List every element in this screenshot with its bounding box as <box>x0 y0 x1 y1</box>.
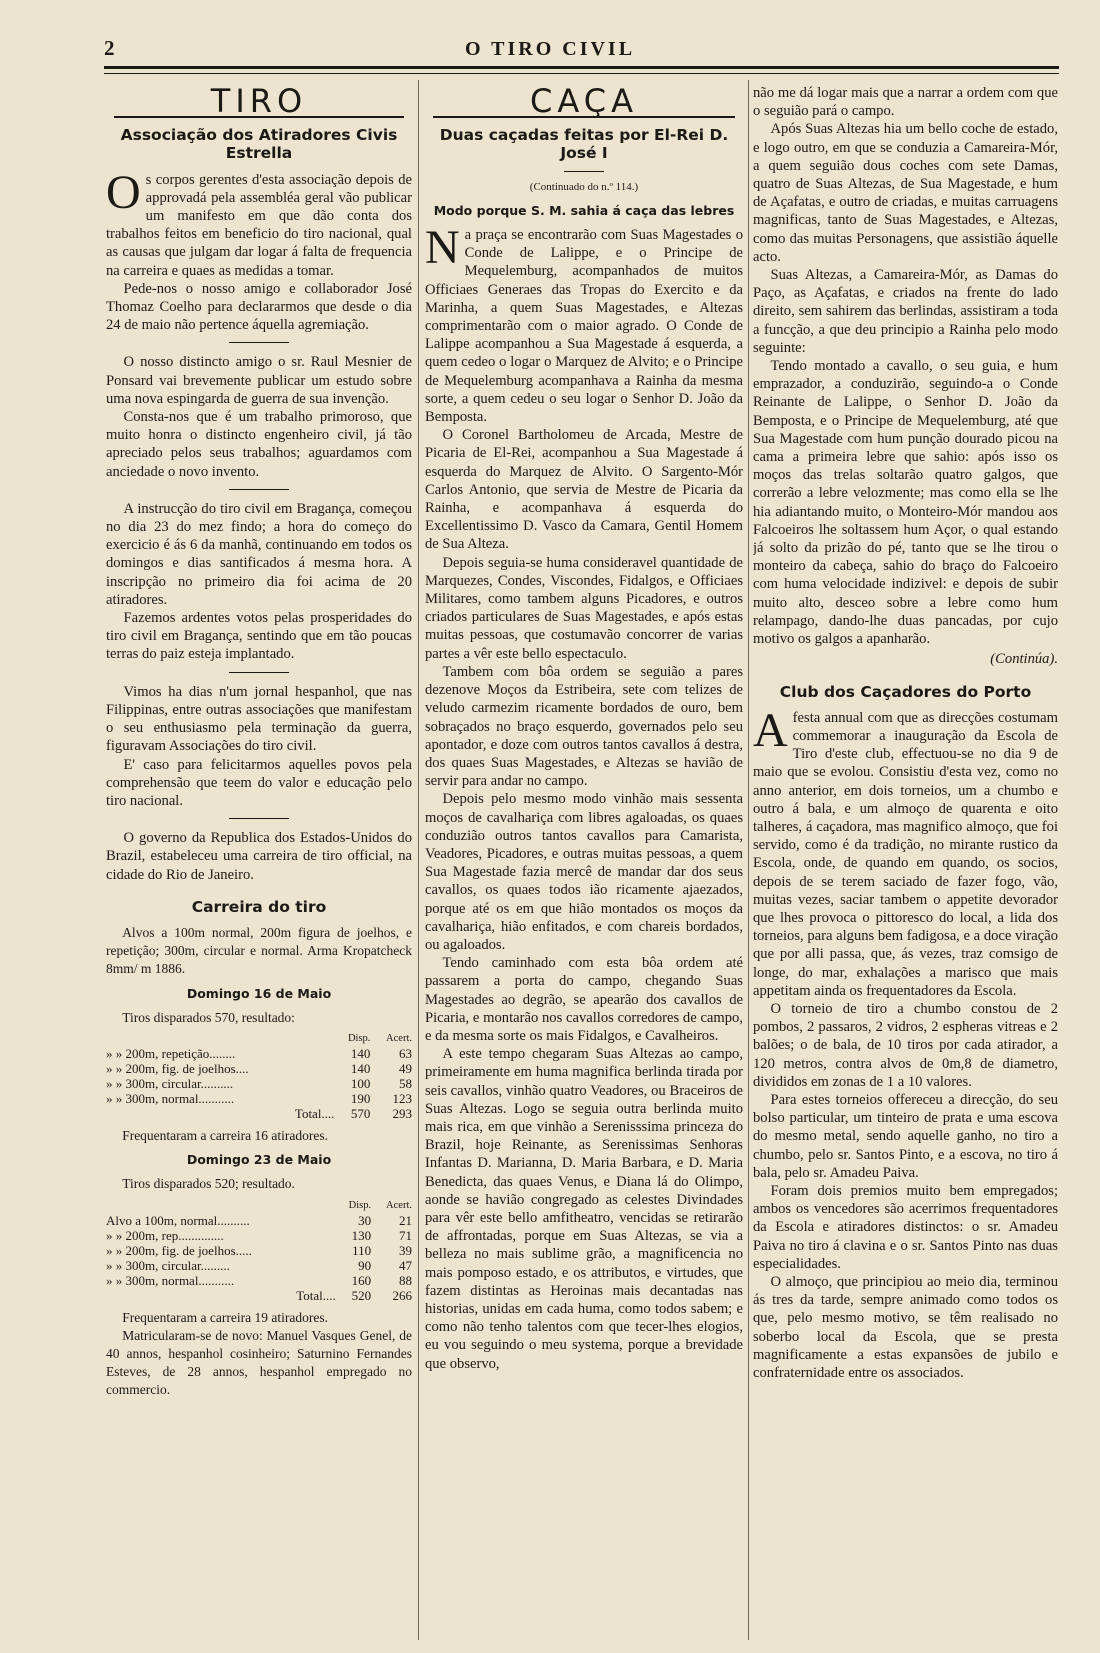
news-paragraph: O governo da Republica dos Estados-Unidos do Brazil, estabeleceu uma carreira de tiro official, na cidade do Rio de Janeiro. <box>106 830 412 883</box>
carreira-intro: Alvos a 100m normal, 200m figura de joelhos, e repetição; 300m, circular e normal. Arma Kropatcheck 8mm/ m 1886. <box>106 924 412 977</box>
separator-rule <box>229 818 289 819</box>
club-paragraph: Afesta annual com que as direcções costumam commemorar a inauguração da Escola de Tiro d'este club, effectuou-se no dia 9 de maio que se evolou. Consistiu d'esta vez, como no anno anterior, em dois torneios, um a chumbo e outro á bala, e um almoço de quarenta e oito talheres, á caçadora, mas magnifico almoço, que foi servido, como é da tradição, no mirante rustico da Escola, onde, de quando em quando, os socios, depois de se terem saciado de fazer fogo, vão, muitas vezes, saciar tambem o appetite devorador que lhes provoca o pittoresco do local, a lida dos torneios, para alguns bem fadigosa, e a doce viração que por alli passa, que, ás vezes, traz comsigo de longe, do mar, exhalações a marisco que mais appetitam ainda os frequentadores da Escola. <box>753 703 1058 999</box>
news-paragraph: Fazemos ardentes votos pelas prosperidades do tiro civil em Bragança, sentindo que em tão poucas terras do paiz esteja implantado. <box>106 610 412 663</box>
column-tiro <box>106 84 412 1400</box>
continua-note: (Continúa). <box>990 651 1058 668</box>
results-table: Disp. Acert. Alvo a 100m, normal.......... 30 21 » » 200m, rep.............. 130 71 » » 200m, fig. de joelhos..... 110 39 » » 300m, circular......... 90 47 » » 300m, normal........... 160 88 Total.... 520 266 <box>106 1199 412 1303</box>
table-total-row: Total.... 520 266 <box>296 1287 412 1303</box>
session-title: Domingo 16 de Maio <box>186 985 332 1001</box>
drop-cap: N <box>425 221 460 275</box>
column-divider <box>418 80 419 1640</box>
article-title-association: Associação dos Atiradores Civis Estrella <box>120 126 398 163</box>
article-paragraph: Tambem com bôa ordem se seguião a pares dezenove Moços da Estribeira, sete com telizes de veludo carmezim ricamente bordados de ouro, bem sobraçados no braço esquerdo, governados pelo seu apontador, e doze com outros tantos cavallos á destra, dos quaes Suas Magestades, e Altezas se havião de servir para andar no campo. <box>425 663 743 790</box>
column-continuation <box>753 84 1058 1382</box>
article-paragraph: Depois pelo mesmo modo vinhão mais sessenta moços de cavalhariça com libres agaloadas, os quaes conduzião outros tantos cavallos para Camarista, Veadores, Picadores, e outras muitas pessoas, a quem Sua Magestade fazia mercê de mandar dar dos seus cavallos, os quaes todos ião ricamente ajaezados, porque até os em que hião montados os moços da cavalhariça, hião enfitados, e com chareis bordados, ou agaloados. <box>425 791 743 953</box>
news-paragraph: Consta-nos que é um trabalho primoroso, que muito honra o distincto engenheiro civil, já tão apreciado pelos seus trabalhos; aguardamos com anciedade o novo invento. <box>106 409 412 480</box>
section-title-caca: CAÇA <box>530 84 638 120</box>
drop-cap: O <box>106 165 141 219</box>
header-rule-thin <box>104 73 1059 74</box>
article-paragraph: A este tempo chegaram Suas Altezas ao campo, primeiramente em huma magnifica berlinda tirada por seis cavallos, vinhão quatro Veadores, ou Braceiros de Suas Altezas. Logo se seguia outra berlinda muito mais rica, em que vinhão a Serenisssima princeza do Brazil, hoje Reinante, as Serenissimas Senhoras Infantas D. Marianna, D. Maria Barbara, e D. Maria Benedicta, das quaes Venus, e Diana lá do Olimpo, aonde se havião congregado as celestes Divindades para vêr este bello amfitheatro, vencidas se retirarão de affrontadas, porque em Suas Altezas, se via a belleza no mais sublime grão, a magnificencia no mais pomposo estado, e os attributos, e virtudes, que fazem distintas as Heroinas mais decantadas nas historias, unidas em cada huma, como todos sabem; e como não tenho talentos com que tecer-lhes elogios, eu vou seguindo o meu systema, porque a brevidade que observo, <box>425 1046 743 1372</box>
session-title: Domingo 23 de Maio <box>186 1152 332 1168</box>
continued-note: (Continuado do n.º 114.) <box>529 180 639 193</box>
table-row: » » 200m, fig. de joelhos.... 140 49 <box>106 1060 412 1076</box>
session-shots: Tiros disparados 520; resultado. <box>122 1176 295 1192</box>
club-paragraph: Para estes torneios offereceu a direcção, do seu bolso particular, um tinteiro de prata e uma escova do mesmo metal, sendo aquelle ganho, no tiro a chumbo, pelo sr. Santos Pinto, e a escova, no tiro á bala, pelo sr. Amadeu Paiva. <box>753 1091 1058 1181</box>
news-paragraph: Vimos ha dias n'um jornal hespanhol, que nas Filippinas, entre outras associações que manifestam o seu enthusiasmo pela terminação da guerra, figuravam Associações do tiro civil. <box>106 683 412 755</box>
separator-rule <box>229 672 289 673</box>
session-shots: Tiros disparados 570, resultado: <box>122 1009 295 1025</box>
table-row: » » 300m, normal........... 160 88 <box>106 1272 412 1288</box>
drop-cap: A <box>753 703 788 757</box>
column-divider <box>748 80 749 1640</box>
table-row: » » 200m, rep.............. 130 71 <box>106 1227 412 1243</box>
separator-rule <box>229 489 289 490</box>
continuation-paragraph: Suas Altezas, a Camareira-Mór, as Damas do Paço, as Açafatas, e criados na frente do lado direito, sem sahirem das berlindas, assistiram a toda a funcção, a que deu principio a Rainha pelo modo seguinte: <box>753 267 1058 356</box>
table-row: » » 300m, normal........... 190 123 <box>106 1090 412 1106</box>
separator-rule <box>564 171 604 172</box>
association-paragraph: Pede-nos o nosso amigo e collaborador José Thomaz Coelho para declararmos que desde o dia 24 de maio não pertence áquella agremiação. <box>106 280 412 334</box>
header-rule-thick <box>104 66 1059 69</box>
enrolled-note: Matricularam-se de novo: Manuel Vasques Genel, de 40 annos, hespanhol cosinheiro; Saturnino Fernandes Esteves, de 28 annos, hespanhol empregado no commercio. <box>106 1327 412 1398</box>
news-paragraph: E' caso para felicitarmos aquelles povos pela comprehensão que teem do valor e educação pelo tiro nacional. <box>106 756 412 809</box>
article-paragraph: Depois seguia-se huma consideravel quantidade de Marquezes, Condes, Viscondes, Fidalgos, e Officiaes Militares, como tambem alguns Picadores, e outros criados particulares de Suas Magestades, e após estas muitas pessoas, que costumavão concorrer de varias partes a vêr este bello espectaculo. <box>425 554 743 662</box>
club-paragraph: O torneio de tiro a chumbo constou de 2 pombos, 2 passaros, 2 vidros, 2 espheras vitreas e 2 balões; o de bala, de 10 tiros por cada atirador, a 120 metros, contra alvos de 0m,8 de diametro, divididos em zonas de 1 a 10 valores. <box>753 1000 1058 1090</box>
article-title-cacadas: Duas caçadas feitas por El-Rei D. José I <box>439 126 729 163</box>
table-total-row: Total.... 570 293 <box>294 1105 412 1121</box>
news-paragraph: A instrucção do tiro civil em Bragança, começou no dia 23 do mez findo; a hora do começo do exercicio é ás 6 da manhã, continuando em todos os domingos e dias santificados á mesma hora. A inscripção no primeiro dia foi acima de 20 atiradores. <box>106 500 412 608</box>
table-row: » » 300m, circular.......... 100 58 <box>106 1075 412 1091</box>
club-paragraph: O almoço, que principiou ao meio dia, terminou ás tres da tarde, sempre animado como todos os que, pelo mesmo motivo, se têm realisado no soberbo local da Escola, que se presta magnificamente a estas expansões de jubilo e confraternidade entre os associados. <box>753 1274 1058 1382</box>
table-row: » » 200m, repetição........ 140 63 <box>106 1045 412 1061</box>
page-number: 2 <box>104 36 115 60</box>
continuation-paragraph: Tendo montado a cavallo, o seu guia, e hum emprazador, a conduzirão, seguindo-a o Conde Reinante de Lalippe, o Senhor D. João da Bemposta, e o Principe de Mequelemburg, até que Sua Magestade com hum punção dourado picou na cama a primeira lebre que sahio: após isso os moços das trelas soltarão quatro galgos, que correrão a lebre velozmente; mas como ella se lhe hia adiantando muito, o Monteiro-Mór mandou aos Falcoeiros lhe soltassem hum Açor, o qual estando já solto da prizão do pé, tanto que se lhe tirou o monteiro da cabeça, sahio do braço do Falcoeiro com huma velocidade indizivel: e depois de subir muito alto, desceo sobre a lebre como hum relampago, dando-lhe duas pancadas, por cujo motivo os galgos a apanharão. <box>753 358 1058 648</box>
table-row: » » 200m, fig. de joelhos..... 110 39 <box>106 1242 412 1258</box>
table-row: Alvo a 100m, normal.......... 30 21 <box>106 1212 412 1228</box>
column-caca <box>425 84 743 1373</box>
article-title-club: Club dos Caçadores do Porto <box>779 682 1032 701</box>
article-subtitle: Modo porque S. M. sahia á caça das lebres <box>433 202 735 218</box>
running-title: O TIRO CIVIL <box>464 38 636 60</box>
article-paragraph: O Coronel Bartholomeu de Arcada, Mestre de Picaria de El-Rei, acompanhou a Sua Magestade á esquerda do Marquez de Alvito. O Sargento-Mór Carlos Antonio, que servia de Mestre de Picaria da Rainha, e acompanhava á esquerda do Excellentissimo D. Vasco da Camara, Gentil Homem de Sua Alteza. <box>425 427 743 553</box>
continuation-paragraph: Após Suas Altezas hia um bello coche de estado, e logo outro, em que se conduzia a Camareira-Mór, a quem seguião dous coches com sete Damas, quatro de Suas Altezas, de Sua Magestade, e hum de Açafatas, e outro de criadas, e muitas carruagens magnificas, tanto de Suas Magestades, e Altezas, como das muitas Personagens, que assistião áquelle acto. <box>753 121 1058 265</box>
club-paragraph: Foram dois premios muito bem empregados; ambos os vencedores são acerrimos frequentadores da Escola e atiradores distinctos: o sr. Amadeu Paiva no tiro á clavina e o sr. Santos Pinto nas duas especialidades. <box>753 1182 1058 1272</box>
separator-rule <box>229 342 289 343</box>
article-title-carreira: Carreira do tiro <box>191 897 327 916</box>
article-paragraph: Tendo caminhado com esta bôa ordem até passarem a porta do campo, chegando Suas Magestades ao degrão, se apearão dos cavallos de Picaria, e montarão nos cavallos corredores de campo, e da mesma sorte os mais Fidalgos, e Cavalheiros. <box>425 955 743 1044</box>
results-table: Disp. Acert. » » 200m, repetição........ 140 63 » » 200m, fig. de joelhos.... 140 49 » » 300m, circular.......... 100 58 » » 300m, normal........... 190 123 Total.... 570 293 <box>106 1032 412 1121</box>
association-paragraph: Os corpos gerentes d'esta associação depois de approvadá pela assembléa geral vão publicar um manifesto em que dão conta dos trabalhos feitos em beneficio do tiro nacional, qual as causas que julgam dar logar á falta de frequencia na carreira e quaes as medidas a tomar. <box>106 165 412 279</box>
session-attendance: Frequentaram a carreira 19 atiradores. <box>122 1309 328 1325</box>
article-paragraph: Na praça se encontrarão com Suas Magestades o Conde de Lalippe, e o Principe de Mequelemburg, acompanhados de muitos Officiaes Generaes das Tropas do Exercito e da Marinha, a quem Suas Magestades, e Altezas comprimentarão com o maior agrado. O Conde de Lalippe acompanhou a Sua Magestade á esquerda, a quem cedeo o logar o Marquez de Alvito; e o Principe de Mequelemburg acompanhava a Rainha da mesma sorte, a quem cedeu o seu logar o Senhor D. João da Bemposta. <box>425 221 743 426</box>
continuation-paragraph: não me dá logar mais que a narrar a ordem com que o seguião pará o campo. <box>753 85 1058 120</box>
table-row: » » 300m, circular......... 90 47 <box>106 1257 412 1273</box>
news-paragraph: O nosso distincto amigo o sr. Raul Mesnier de Ponsard vai brevemente publicar um estudo sobre uma nova espingarda de guerra de sua invenção. <box>106 354 412 407</box>
session-attendance: Frequentaram a carreira 16 atiradores. <box>122 1127 328 1143</box>
section-title-tiro: TIRO <box>210 84 308 120</box>
